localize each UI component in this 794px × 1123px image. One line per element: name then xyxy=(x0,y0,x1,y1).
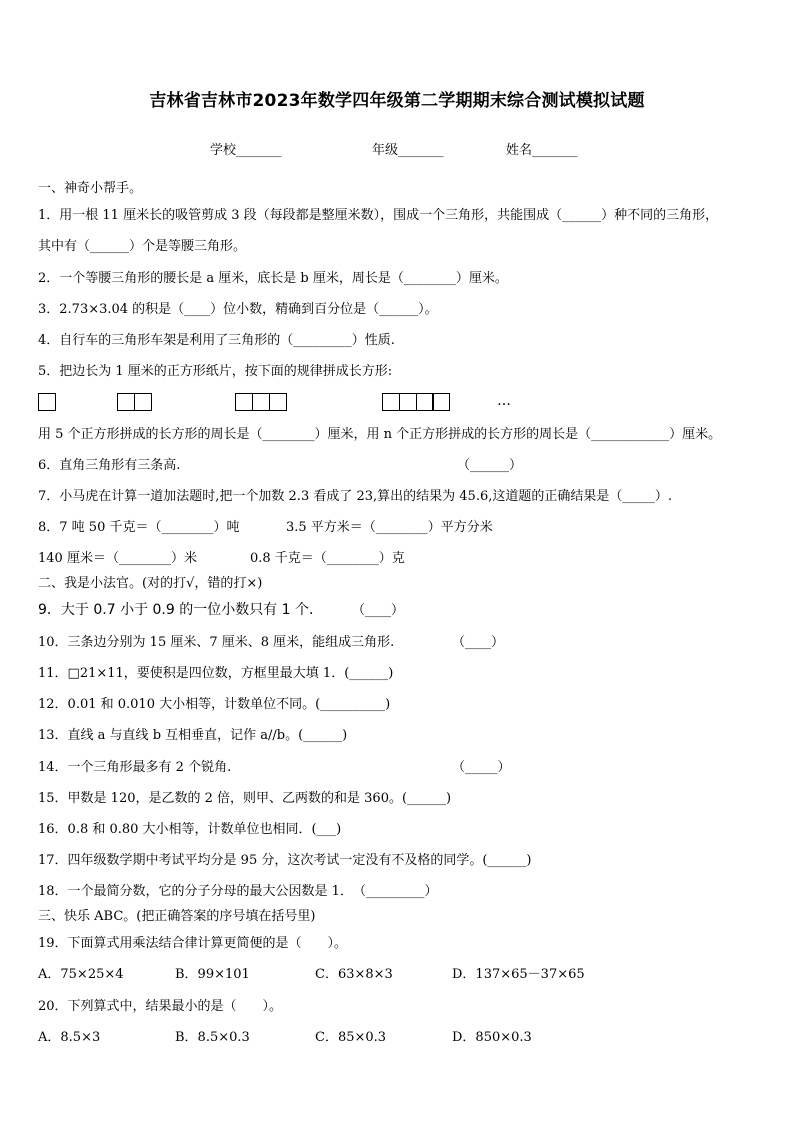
question-13: 13．直线 a 与直线 b 互相垂直，记作 a//b。(______) xyxy=(38,728,348,743)
question-20: 20．下列算式中，结果最小的是（ ）。 xyxy=(38,999,283,1014)
question-9: 9．大于 0.7 小于 0.9 的一位小数只有 1 个． xyxy=(38,602,324,618)
question-5-answer-line: 用 5 个正方形拼成的长方形的周长是（________）厘米，用 n 个正方形拼成的长方形的周长是（____________）厘米。 xyxy=(38,427,722,442)
section-2-heading: 二、我是小法官。(对的打√，错的打×) xyxy=(38,576,263,591)
question-2: 2．一个等腰三角形的腰长是 a 厘米，底长是 b 厘米，周长是（________）厘米。 xyxy=(38,271,508,286)
question-19: 19．下面算式用乘法结合律计算更简便的是（ ）。 xyxy=(38,936,348,951)
section-3-heading: 三、快乐 ABC。(把正确答案的序号填在括号里) xyxy=(38,909,316,924)
question-8-part-3: 140 厘米＝（________）米 xyxy=(38,551,197,566)
question-3: 3．2.73×3.04 的积是（____）位小数，精确到百分位是（______）。 xyxy=(38,302,438,317)
question-14-answer-blank[interactable]: （_____） xyxy=(452,760,511,775)
question-6-answer-blank[interactable]: （______） xyxy=(457,458,523,473)
question-12: 12．0.01 和 0.010 大小相等，计数单位不同。(__________) xyxy=(38,697,391,712)
square-pattern-2 xyxy=(117,393,151,411)
question-20-option-c[interactable]: C．85×0.3 xyxy=(315,1030,387,1045)
question-16: 16．0.8 和 0.80 大小相等，计数单位也相同．(___) xyxy=(38,822,342,837)
question-8-part-1: 8．7 吨 50 千克＝（________）吨 xyxy=(38,520,240,535)
question-10: 10．三条边分别为 15 厘米、7 厘米、8 厘米，能组成三角形. xyxy=(38,635,395,650)
question-6: 6．直角三角形有三条高. xyxy=(38,458,181,473)
question-8-part-2: 3.5 平方米＝（________）平方分米 xyxy=(286,520,493,535)
question-19-option-c[interactable]: C．63×8×3 xyxy=(315,967,393,982)
pattern-ellipsis: … xyxy=(497,393,511,409)
square-pattern-1 xyxy=(38,393,55,411)
square-pattern-3 xyxy=(235,393,285,411)
grade-field: 年级_______ xyxy=(372,143,444,158)
question-19-option-a[interactable]: A．75×25×4 xyxy=(38,967,124,982)
question-4: 4．自行车的三角形车架是利用了三角形的（_________）性质. xyxy=(38,333,395,348)
question-17: 17．四年级数学期中考试平均分是 95 分，这次考试一定没有不及格的同学。(______) xyxy=(38,853,532,868)
question-19-option-b[interactable]: B．99×101 xyxy=(175,967,250,982)
page-title: 吉林省吉林市2023年数学四年级第二学期期末综合测试模拟试题 xyxy=(149,91,645,111)
question-14: 14．一个三角形最多有 2 个锐角. xyxy=(38,760,232,775)
question-1-line-2: 其中有（______）个是等腰三角形。 xyxy=(38,239,247,254)
question-9-answer-blank[interactable]: （____） xyxy=(352,603,405,618)
question-8-part-4: 0.8 千克＝（________）克 xyxy=(250,551,405,566)
question-5: 5．把边长为 1 厘米的正方形纸片，按下面的规律拼成长方形: xyxy=(38,364,393,379)
question-15: 15．甲数是 120，是乙数的 2 倍，则甲、乙两数的和是 360。(______) xyxy=(38,791,452,806)
question-20-option-a[interactable]: A．8.5×3 xyxy=(38,1030,101,1045)
school-field: 学校_______ xyxy=(210,143,282,158)
question-19-option-d[interactable]: D．137×65－37×65 xyxy=(452,967,585,982)
section-1-heading: 一、神奇小帮手。 xyxy=(38,181,143,196)
question-1-line-1: 1．用一根 11 厘米长的吸管剪成 3 段（每段都是整厘米数），围成一个三角形，共能围成（______）种不同的三角形， xyxy=(38,208,719,223)
square-pattern-4 xyxy=(382,393,449,411)
question-20-option-b[interactable]: B．8.5×0.3 xyxy=(175,1030,250,1045)
question-7: 7．小马虎在计算一道加法题时,把一个加数 2.3 看成了 23,算出的结果为 45.6,这道题的正确结果是（_____）. xyxy=(38,489,672,504)
question-10-answer-blank[interactable]: （____） xyxy=(452,635,505,650)
question-18: 18．一个最简分数，它的分子分母的最大公因数是 1． （_________） xyxy=(38,884,438,899)
question-11: 11．□21×11，要使积是四位数，方框里最大填 1．(______) xyxy=(38,666,394,681)
question-20-option-d[interactable]: D．850×0.3 xyxy=(452,1030,532,1045)
name-field: 姓名_______ xyxy=(506,143,578,158)
